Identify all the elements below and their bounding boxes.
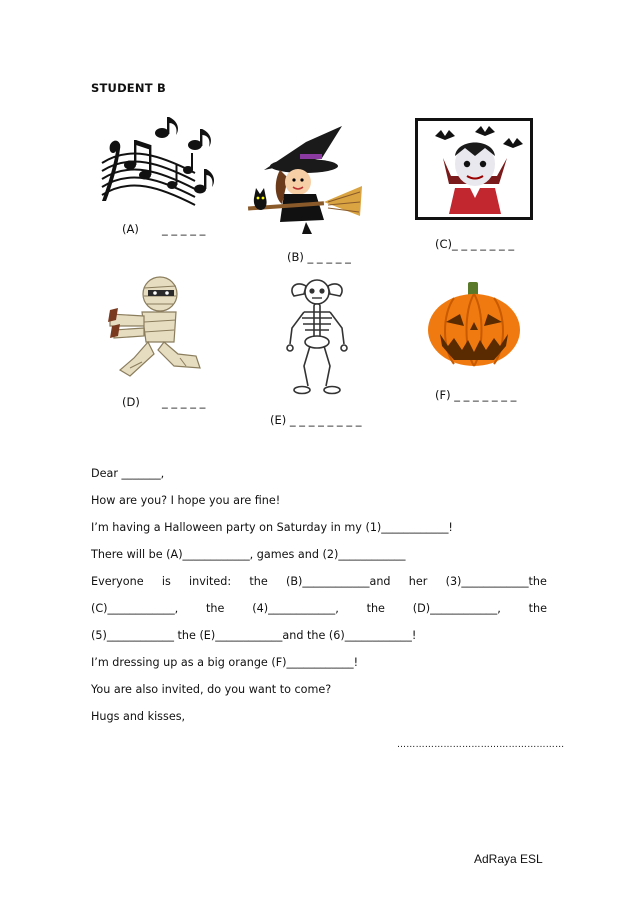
caption-f: (F) _ _ _ _ _ _ _ <box>435 388 517 402</box>
caption-d-blank: _ _ _ _ _ <box>162 395 206 409</box>
word: is <box>161 575 171 588</box>
caption-d-label: (D) <box>122 395 140 409</box>
word: her <box>408 575 428 588</box>
footer-credit: AdRaya ESL <box>474 852 543 866</box>
letter-line-8: You are also invited, do you want to come? <box>91 683 332 696</box>
music-notes-icon <box>100 115 225 210</box>
vampire-icon <box>415 118 533 220</box>
caption-b: (B) _ _ _ _ _ <box>287 250 351 264</box>
word: the <box>528 602 547 615</box>
letter-line-1: How are you? I hope you are fine! <box>91 494 281 507</box>
letter-greeting: Dear _______, <box>91 467 165 480</box>
skeleton-icon <box>282 278 352 396</box>
word: (B)____________and <box>285 575 391 588</box>
word: (D)____________, <box>412 602 501 615</box>
letter-line-5 <box>91 602 547 615</box>
letter-line-9: Hugs and kisses, <box>91 710 186 723</box>
word: the <box>366 602 385 615</box>
jack-o-lantern-icon <box>424 280 524 370</box>
word: (3)____________the <box>445 575 547 588</box>
caption-e: (E) _ _ _ _ _ _ _ _ <box>270 413 362 427</box>
letter-line-6: (5)____________ the (E)____________and the (6)____________! <box>91 629 417 642</box>
worksheet-title: STUDENT B <box>91 81 166 95</box>
letter-line-4 <box>91 575 547 588</box>
word: (4)____________, <box>252 602 339 615</box>
letter-line-2: I’m having a Halloween party on Saturday in my (1)____________! <box>91 521 453 534</box>
word: invited: <box>189 575 232 588</box>
witch-on-broom-icon <box>244 118 364 238</box>
mummy-icon <box>104 272 216 382</box>
word: Everyone <box>91 575 144 588</box>
caption-a-label: (A) <box>122 222 139 236</box>
word: the <box>249 575 268 588</box>
caption-c: (C)_ _ _ _ _ _ _ <box>435 237 515 251</box>
letter-line-3: There will be (A)____________, games and (2)____________ <box>91 548 406 561</box>
letter-line-7: I’m dressing up as a big orange (F)____________! <box>91 656 359 669</box>
word: (C)____________, <box>91 602 179 615</box>
word: the <box>206 602 225 615</box>
signature-line: ……………………………………………… <box>397 740 565 750</box>
caption-a-blank: _ _ _ _ _ <box>162 222 206 236</box>
